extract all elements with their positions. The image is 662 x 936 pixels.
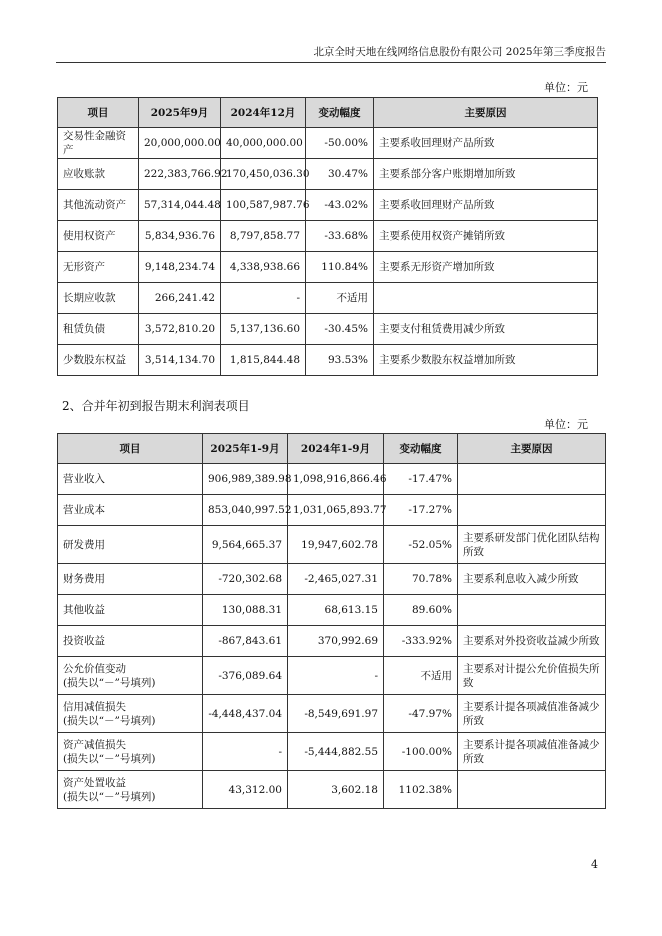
cell-item bbox=[58, 657, 203, 695]
cell-change: -47.97% bbox=[384, 695, 458, 733]
table-row bbox=[58, 626, 606, 657]
cell-reason bbox=[374, 283, 598, 314]
cell-prior: 370,992.69 bbox=[288, 626, 384, 657]
item-note: (损失以“－”号填列) bbox=[63, 714, 156, 727]
cell-current: - bbox=[203, 733, 288, 771]
table-row bbox=[58, 252, 598, 283]
section-2-title: 2、合并年初到报告期末利润表项目 bbox=[62, 399, 250, 413]
cell-current: 130,088.31 bbox=[203, 595, 288, 626]
cell-change: -43.02% bbox=[306, 190, 374, 221]
table-row bbox=[58, 695, 606, 733]
cell-item: 少数股东权益 bbox=[58, 345, 139, 376]
cell-prior: - bbox=[221, 283, 306, 314]
income-statement-changes-table bbox=[57, 433, 606, 809]
cell-current: 20,000,000.00 bbox=[139, 128, 221, 159]
item-name: 信用减值损失 bbox=[63, 700, 126, 713]
col-2024-12: 2024年12月 bbox=[221, 98, 306, 128]
table-row bbox=[58, 526, 606, 564]
report-header: 北京全时天地在线网络信息股份有限公司 2025年第三季度报告 bbox=[56, 44, 606, 63]
col-item: 项目 bbox=[58, 98, 139, 128]
col-reason: 主要原因 bbox=[374, 98, 598, 128]
cell-prior: -2,465,027.31 bbox=[288, 564, 384, 595]
table-row bbox=[58, 221, 598, 252]
cell-reason bbox=[458, 495, 606, 526]
cell-current: 9,148,234.74 bbox=[139, 252, 221, 283]
cell-reason: 主要系计提各项减值准备减少所致 bbox=[458, 695, 606, 733]
table-row bbox=[58, 345, 598, 376]
cell-change: -333.92% bbox=[384, 626, 458, 657]
cell-prior: 4,338,938.66 bbox=[221, 252, 306, 283]
cell-change: 不适用 bbox=[384, 657, 458, 695]
item-name: 资产处置收益 bbox=[63, 776, 126, 789]
table-row bbox=[58, 771, 606, 809]
table-row bbox=[58, 314, 598, 345]
cell-item: 长期应收款 bbox=[58, 283, 139, 314]
col-item: 项目 bbox=[58, 434, 203, 464]
cell-reason bbox=[458, 595, 606, 626]
cell-current: 853,040,997.52 bbox=[203, 495, 288, 526]
col-2025-1-9: 2025年1-9月 bbox=[203, 434, 288, 464]
item-note: (损失以“－”号填列) bbox=[63, 790, 156, 803]
cell-change: 不适用 bbox=[306, 283, 374, 314]
cell-prior: 100,587,987.76 bbox=[221, 190, 306, 221]
cell-prior: 40,000,000.00 bbox=[221, 128, 306, 159]
table-row bbox=[58, 564, 606, 595]
cell-current: -376,089.64 bbox=[203, 657, 288, 695]
cell-item bbox=[58, 495, 203, 526]
cell-reason: 主要系对计提公允价值损失所致 bbox=[458, 657, 606, 695]
cell-reason: 主要系对外投资收益减少所致 bbox=[458, 626, 606, 657]
cell-reason: 主要系计提各项减值准备减少所致 bbox=[458, 733, 606, 771]
table-row bbox=[58, 283, 598, 314]
cell-prior: 8,797,858.77 bbox=[221, 221, 306, 252]
cell-current: 906,989,389.98 bbox=[203, 464, 288, 495]
cell-item: 租赁负债 bbox=[58, 314, 139, 345]
cell-prior: -8,549,691.97 bbox=[288, 695, 384, 733]
cell-prior: 5,137,136.60 bbox=[221, 314, 306, 345]
col-2025-09: 2025年9月 bbox=[139, 98, 221, 128]
cell-reason: 主要系利息收入减少所致 bbox=[458, 564, 606, 595]
cell-item: 无形资产 bbox=[58, 252, 139, 283]
cell-change: 1102.38% bbox=[384, 771, 458, 809]
table-row bbox=[58, 657, 606, 695]
table-row bbox=[58, 495, 606, 526]
cell-prior: -5,444,882.55 bbox=[288, 733, 384, 771]
table-row bbox=[58, 128, 598, 159]
table-row bbox=[58, 159, 598, 190]
cell-reason: 主要系无形资产增加所致 bbox=[374, 252, 598, 283]
cell-current: 5,834,936.76 bbox=[139, 221, 221, 252]
cell-current: 57,314,044.48 bbox=[139, 190, 221, 221]
cell-current: 3,572,810.20 bbox=[139, 314, 221, 345]
cell-item bbox=[58, 695, 203, 733]
cell-item bbox=[58, 626, 203, 657]
item-note: (损失以“－”号填列) bbox=[63, 676, 156, 689]
cell-prior: 1,815,844.48 bbox=[221, 345, 306, 376]
cell-prior: 68,613.15 bbox=[288, 595, 384, 626]
cell-reason: 主要系少数股东权益增加所致 bbox=[374, 345, 598, 376]
cell-item bbox=[58, 564, 203, 595]
cell-reason: 主要系研发部门优化团队结构所致 bbox=[458, 526, 606, 564]
col-change: 变动幅度 bbox=[306, 98, 374, 128]
cell-change: 30.47% bbox=[306, 159, 374, 190]
item-name: 研发费用 bbox=[63, 538, 105, 551]
table-header-row bbox=[58, 98, 598, 128]
cell-change: 110.84% bbox=[306, 252, 374, 283]
item-name: 其他收益 bbox=[63, 604, 105, 616]
item-note: (损失以“－”号填列) bbox=[63, 752, 156, 765]
cell-current: 43,312.00 bbox=[203, 771, 288, 809]
cell-change: -50.00% bbox=[306, 128, 374, 159]
table-row bbox=[58, 595, 606, 626]
cell-current: 266,241.42 bbox=[139, 283, 221, 314]
cell-item: 应收账款 bbox=[58, 159, 139, 190]
cell-prior: - bbox=[288, 657, 384, 695]
table-row bbox=[58, 190, 598, 221]
cell-item bbox=[58, 595, 203, 626]
table-row bbox=[58, 464, 606, 495]
cell-reason: 主要系收回理财产品所致 bbox=[374, 190, 598, 221]
cell-item bbox=[58, 771, 203, 809]
cell-item: 使用权资产 bbox=[58, 221, 139, 252]
cell-item: 其他流动资产 bbox=[58, 190, 139, 221]
cell-current: -867,843.61 bbox=[203, 626, 288, 657]
col-2024-1-9: 2024年1-9月 bbox=[288, 434, 384, 464]
cell-change: -17.27% bbox=[384, 495, 458, 526]
cell-current: -4,448,437.04 bbox=[203, 695, 288, 733]
cell-change: 70.78% bbox=[384, 564, 458, 595]
unit-label-2: 单位：元 bbox=[544, 418, 588, 431]
cell-change: 89.60% bbox=[384, 595, 458, 626]
cell-prior: 3,602.18 bbox=[288, 771, 384, 809]
cell-item bbox=[58, 464, 203, 495]
col-reason: 主要原因 bbox=[458, 434, 606, 464]
cell-reason bbox=[458, 464, 606, 495]
cell-change: -30.45% bbox=[306, 314, 374, 345]
table-header-row bbox=[58, 434, 606, 464]
item-name: 营业收入 bbox=[63, 473, 105, 485]
cell-reason bbox=[458, 771, 606, 809]
balance-sheet-changes-table bbox=[57, 97, 598, 376]
cell-change: 93.53% bbox=[306, 345, 374, 376]
cell-change: -100.00% bbox=[384, 733, 458, 771]
cell-current: 222,383,766.92 bbox=[139, 159, 221, 190]
cell-change: -33.68% bbox=[306, 221, 374, 252]
cell-prior: 1,098,916,866.46 bbox=[288, 464, 384, 495]
cell-change: -52.05% bbox=[384, 526, 458, 564]
cell-current: -720,302.68 bbox=[203, 564, 288, 595]
cell-current: 9,564,665.37 bbox=[203, 526, 288, 564]
unit-label-1: 单位：元 bbox=[544, 81, 588, 94]
cell-item bbox=[58, 526, 203, 564]
col-change: 变动幅度 bbox=[384, 434, 458, 464]
cell-item bbox=[58, 733, 203, 771]
cell-item: 交易性金融资产 bbox=[58, 128, 139, 159]
page-number: 4 bbox=[591, 858, 598, 871]
cell-reason: 主要系使用权资产摊销所致 bbox=[374, 221, 598, 252]
cell-prior: 1,031,065,893.77 bbox=[288, 495, 384, 526]
cell-current: 3,514,134.70 bbox=[139, 345, 221, 376]
table-row bbox=[58, 733, 606, 771]
item-name: 投资收益 bbox=[63, 635, 105, 647]
cell-prior: 170,450,036.30 bbox=[221, 159, 306, 190]
item-name: 财务费用 bbox=[63, 573, 105, 585]
item-name: 公允价值变动 bbox=[63, 662, 126, 675]
cell-change: -17.47% bbox=[384, 464, 458, 495]
cell-reason: 主要系收回理财产品所致 bbox=[374, 128, 598, 159]
item-name: 营业成本 bbox=[63, 504, 105, 516]
item-name: 资产减值损失 bbox=[63, 738, 126, 751]
cell-reason: 主要系部分客户账期增加所致 bbox=[374, 159, 598, 190]
cell-prior: 19,947,602.78 bbox=[288, 526, 384, 564]
cell-reason: 主要支付租赁费用减少所致 bbox=[374, 314, 598, 345]
